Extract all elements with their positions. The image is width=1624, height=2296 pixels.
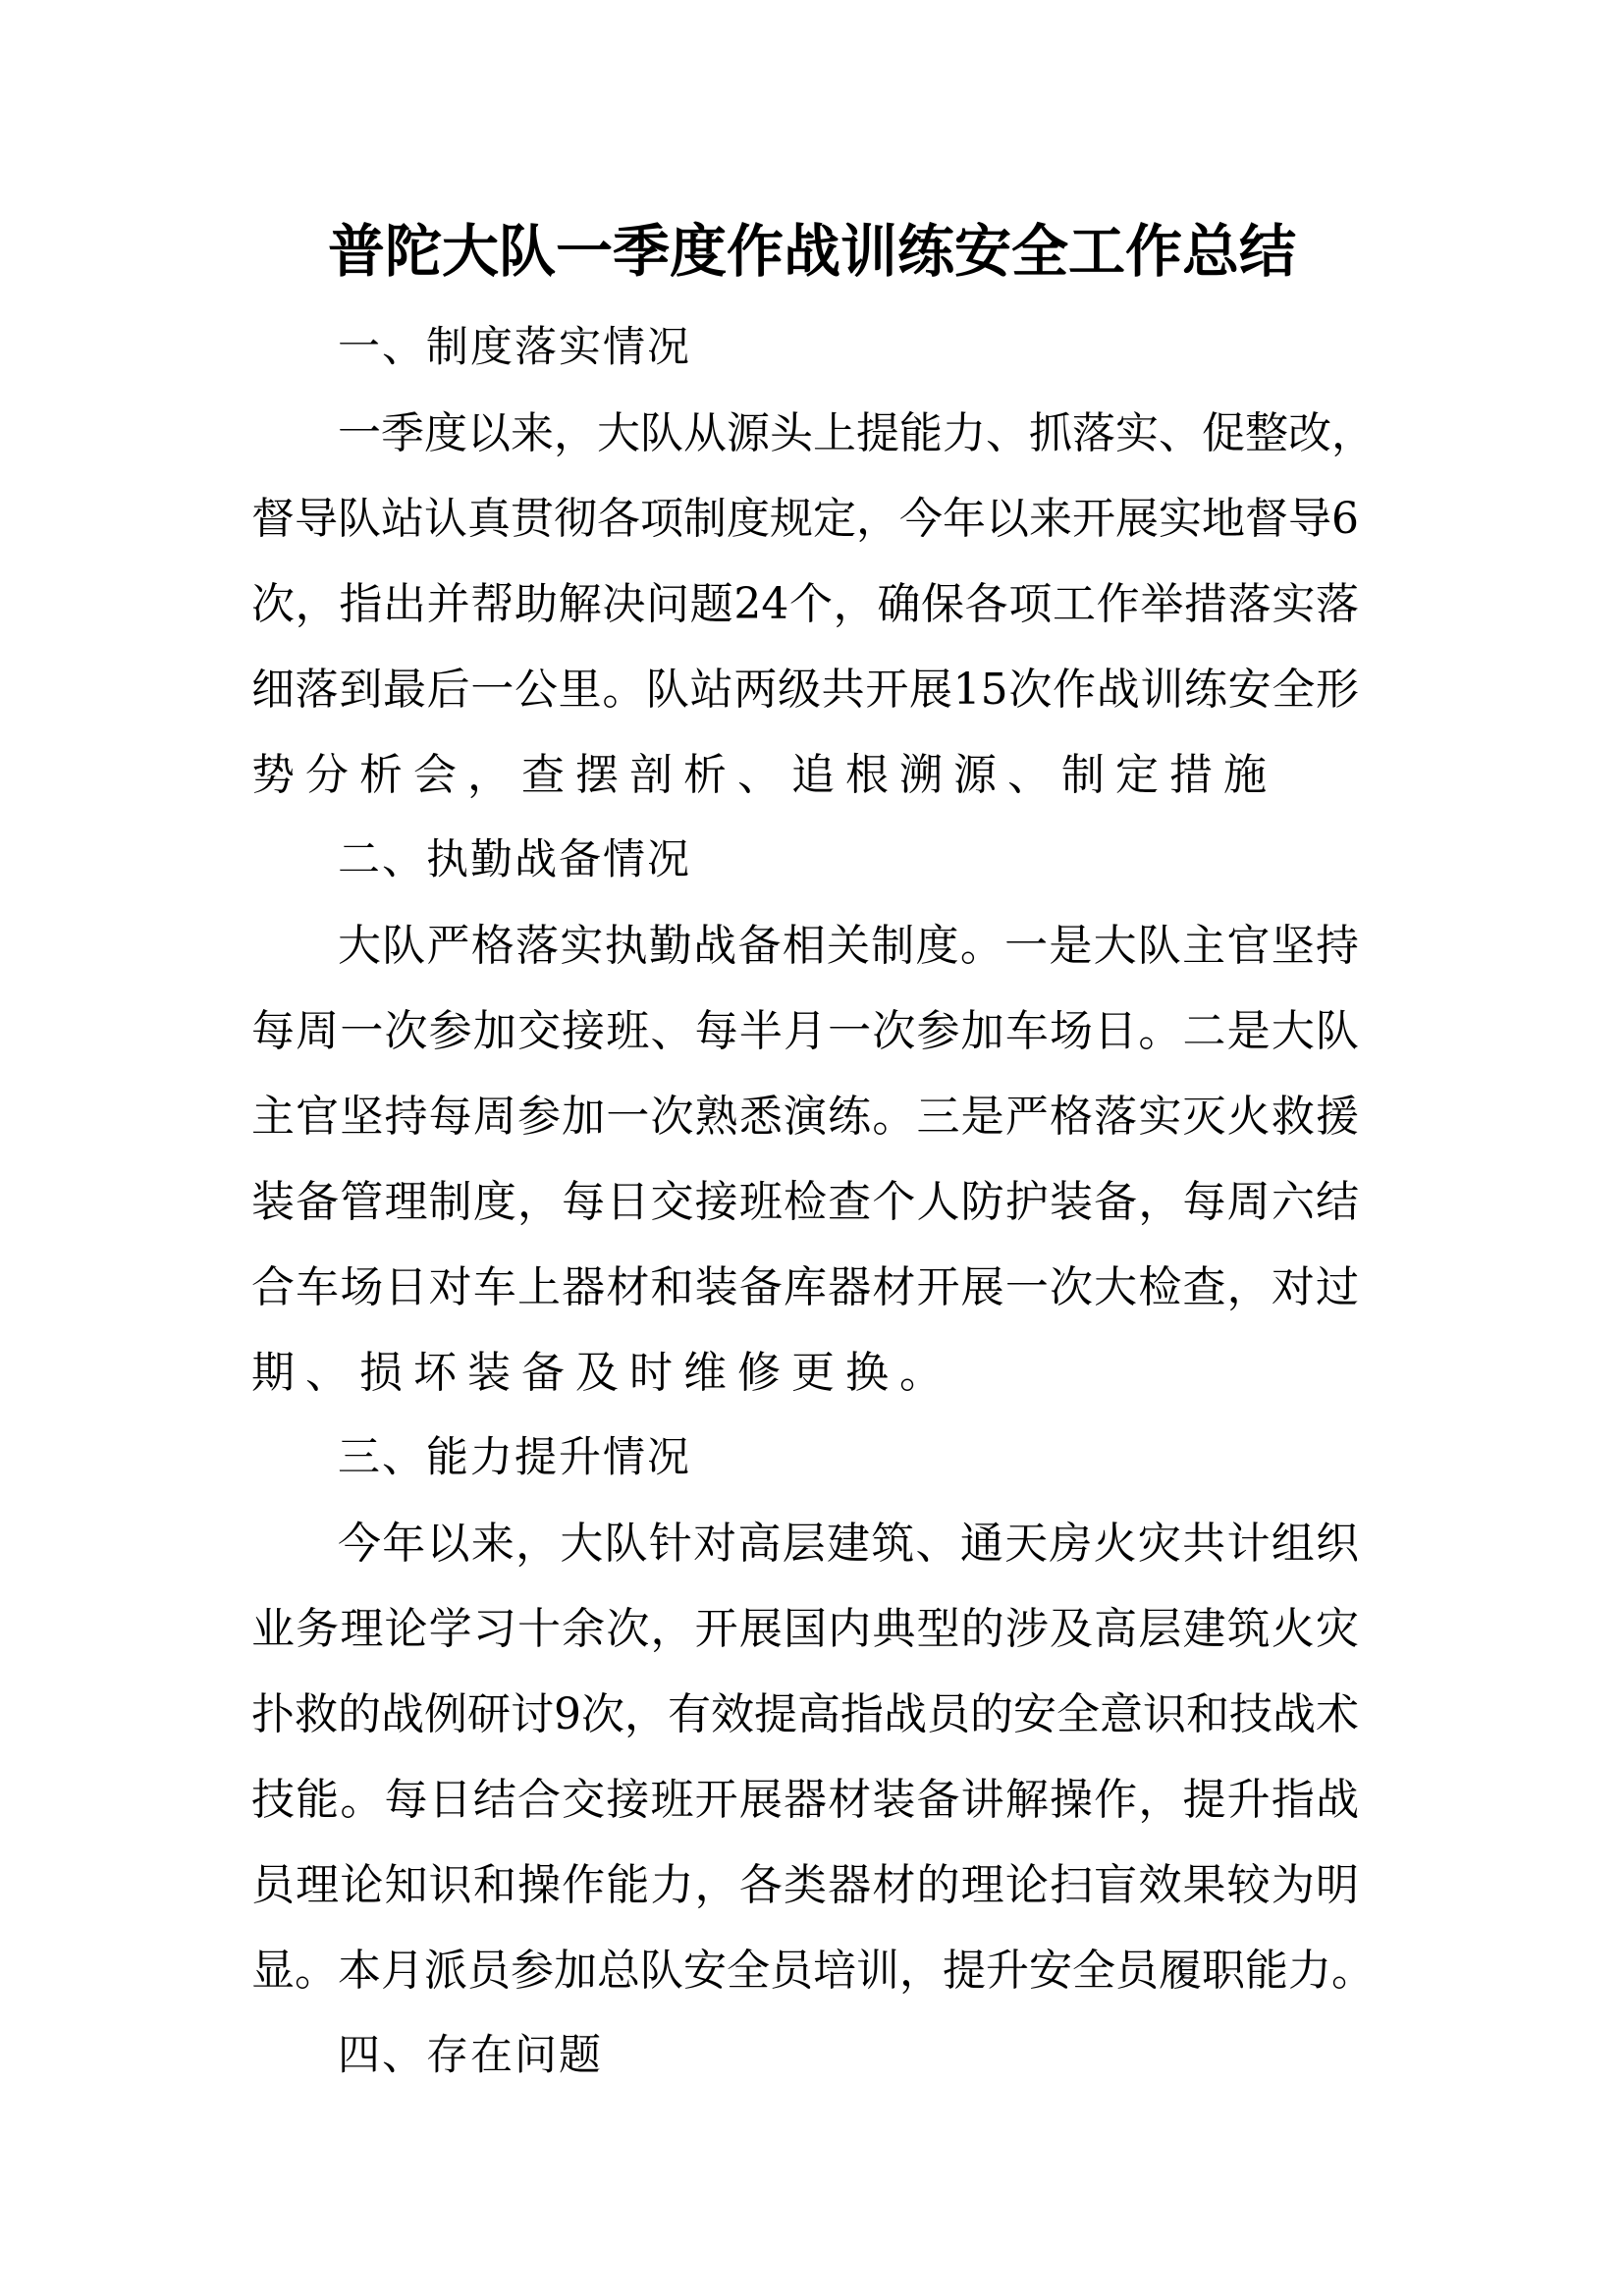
section-heading: 二、执勤战备情况 <box>338 835 691 884</box>
paragraph-line: 员理论知识和操作能力，各类器材的理论扫盲效果较为明 <box>251 1860 1359 1910</box>
paragraph-line: 装备管理制度，每日交接班检查个人防护装备，每周六结 <box>251 1177 1359 1227</box>
paragraph-line: 合车场日对车上器材和装备库器材开展一次大检查，对过 <box>251 1262 1359 1312</box>
paragraph-line: 扑救的战例研讨9次，有效提高指战员的安全意识和技战术 <box>251 1689 1359 1739</box>
paragraph-line: 今年以来，大队针对高层建筑、通天房火灾共计组织 <box>338 1519 1359 1569</box>
paragraph-line: 每周一次参加交接班、每半月一次参加车场日。二是大队 <box>251 1006 1359 1056</box>
paragraph-line: 技能。每日结合交接班开展器材装备讲解操作，提升指战 <box>251 1775 1359 1825</box>
paragraph-line: 大队严格落实执勤战备相关制度。一是大队主官坚持 <box>338 921 1359 971</box>
document-body <box>251 305 1375 2099</box>
paragraph-line: 次，指出并帮助解决问题24个，确保各项工作举措落实落 <box>251 579 1359 629</box>
paragraph-line: 业务理论学习十余次，开展国内典型的涉及高层建筑火灾 <box>251 1604 1359 1654</box>
section-heading: 三、能力提升情况 <box>338 1433 691 1482</box>
paragraph-line: 细落到最后一公里。队站两级共开展15次作战训练安全形 <box>251 665 1359 715</box>
paragraph-line: 显。本月派员参加总队安全员培训，提升安全员履职能力。 <box>251 1946 1375 1996</box>
section-heading: 一、制度落实情况 <box>338 323 691 372</box>
section-heading: 四、存在问题 <box>338 2031 603 2080</box>
paragraph-line: 一季度以来，大队从源头上提能力、抓落实、促整改， <box>338 408 1375 458</box>
paragraph-line: 势分析会，查摆剖析、追根溯源、制定措施 <box>251 750 1277 800</box>
paragraph-line: 主官坚持每周参加一次熟悉演练。三是严格落实灭火救援 <box>251 1092 1359 1142</box>
paragraph-line: 督导队站认真贯彻各项制度规定，今年以来开展实地督导6 <box>251 494 1359 544</box>
paragraph-line: 期、损坏装备及时维修更换。 <box>251 1348 953 1398</box>
document-title: 普陀大队一季度作战训练安全工作总结 <box>327 218 1296 285</box>
